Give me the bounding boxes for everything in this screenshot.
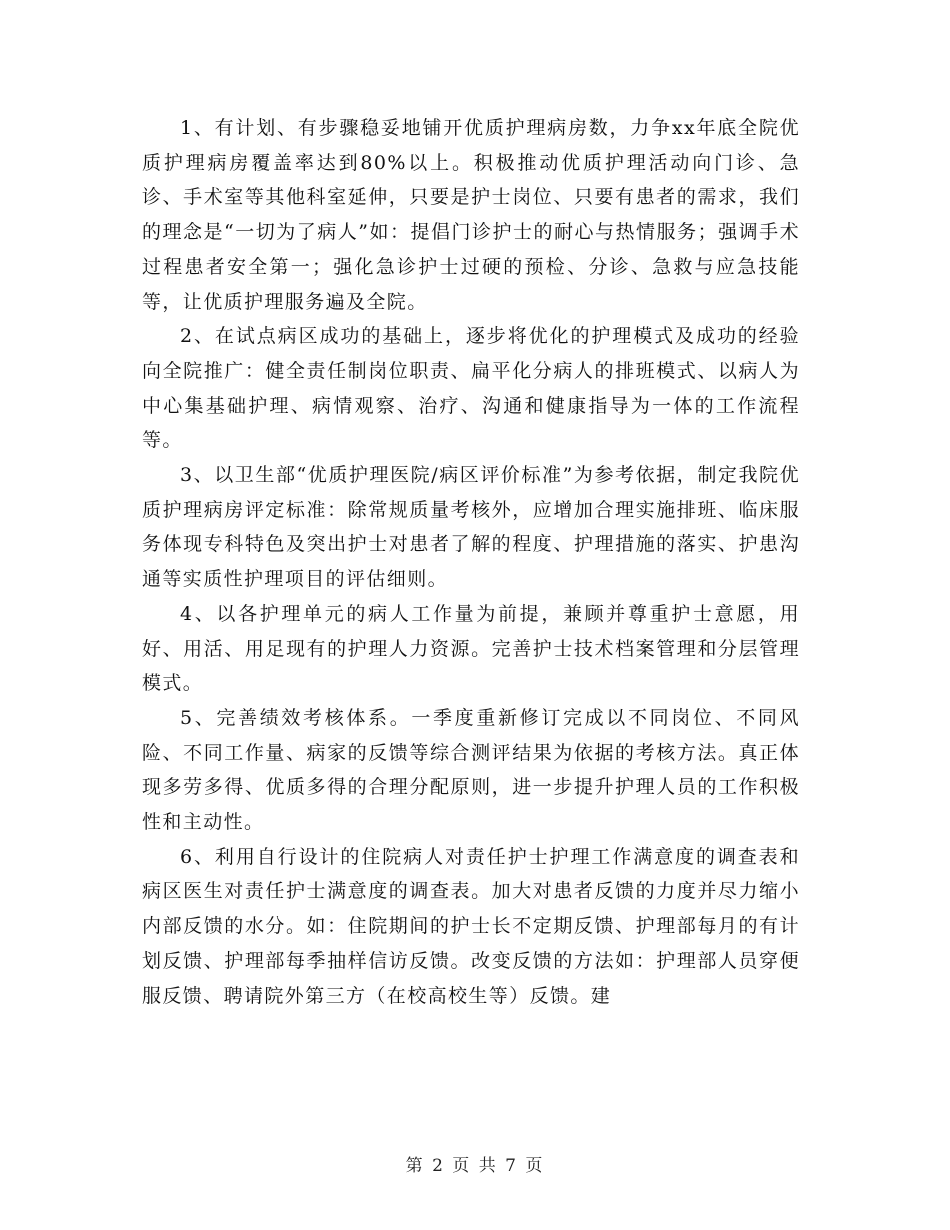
document-body [142,111,800,1013]
paragraph-3: 3、以卫生部“优质护理医院/病区评价标准”为参考依据，制定我院优质护理病房评定标准：除常规质量考核外，应增加合理实施排班、临床服务体现专科特色及突出护士对患者了解的程度、护理措施的落实、护患沟通等实质性护理项目的评估细则。 [142,464,800,591]
paragraph-5: 5、完善绩效考核体系。一季度重新修订完成以不同岗位、不同风险、不同工作量、病家的反馈等综合测评结果为依据的考核方法。真正体现多劳多得、优质多得的合理分配原则，进一步提升护理人员的工作积极性和主动性。 [142,706,800,834]
page-number-footer: 第 2 页 共 7 页 [405,1156,545,1176]
paragraph-4: 4、以各护理单元的病人工作量为前提，兼顾并尊重护士意愿，用好、用活、用足现有的护理人力资源。完善护士技术档案管理和分层管理模式。 [142,602,800,695]
paragraph-6: 6、利用自行设计的住院病人对责任护士护理工作满意度的调查表和病区医生对责任护士满意度的调查表。加大对患者反馈的力度并尽力缩小内部反馈的水分。如：住院期间的护士长不定期反馈、护理部每月的有计划反馈、护理部每季抽样信访反馈。改变反馈的方法如：护理部人员穿便服反馈、聘请院外第三方（在校高校生等）反馈。建 [142,845,800,1007]
paragraph-1: 1、有计划、有步骤稳妥地铺开优质护理病房数，力争xx年底全院优质护理病房覆盖率达到80%以上。积极推动优质护理活动向门诊、急诊、手术室等其他科室延伸，只要是护士岗位、只要有患者的需求，我们的理念是“一切为了病人”如：提倡门诊护士的耐心与热情服务；强调手术过程患者安全第一；强化急诊护士过硬的预检、分诊、急救与应急技能等，让优质护理服务遍及全院。 [142,117,800,313]
paragraph-2: 2、在试点病区成功的基础上，逐步将优化的护理模式及成功的经验向全院推广：健全责任制岗位职责、扁平化分病人的排班模式、以病人为中心集基础护理、病情观察、治疗、沟通和健康指导为一体的工作流程等。 [142,325,800,452]
